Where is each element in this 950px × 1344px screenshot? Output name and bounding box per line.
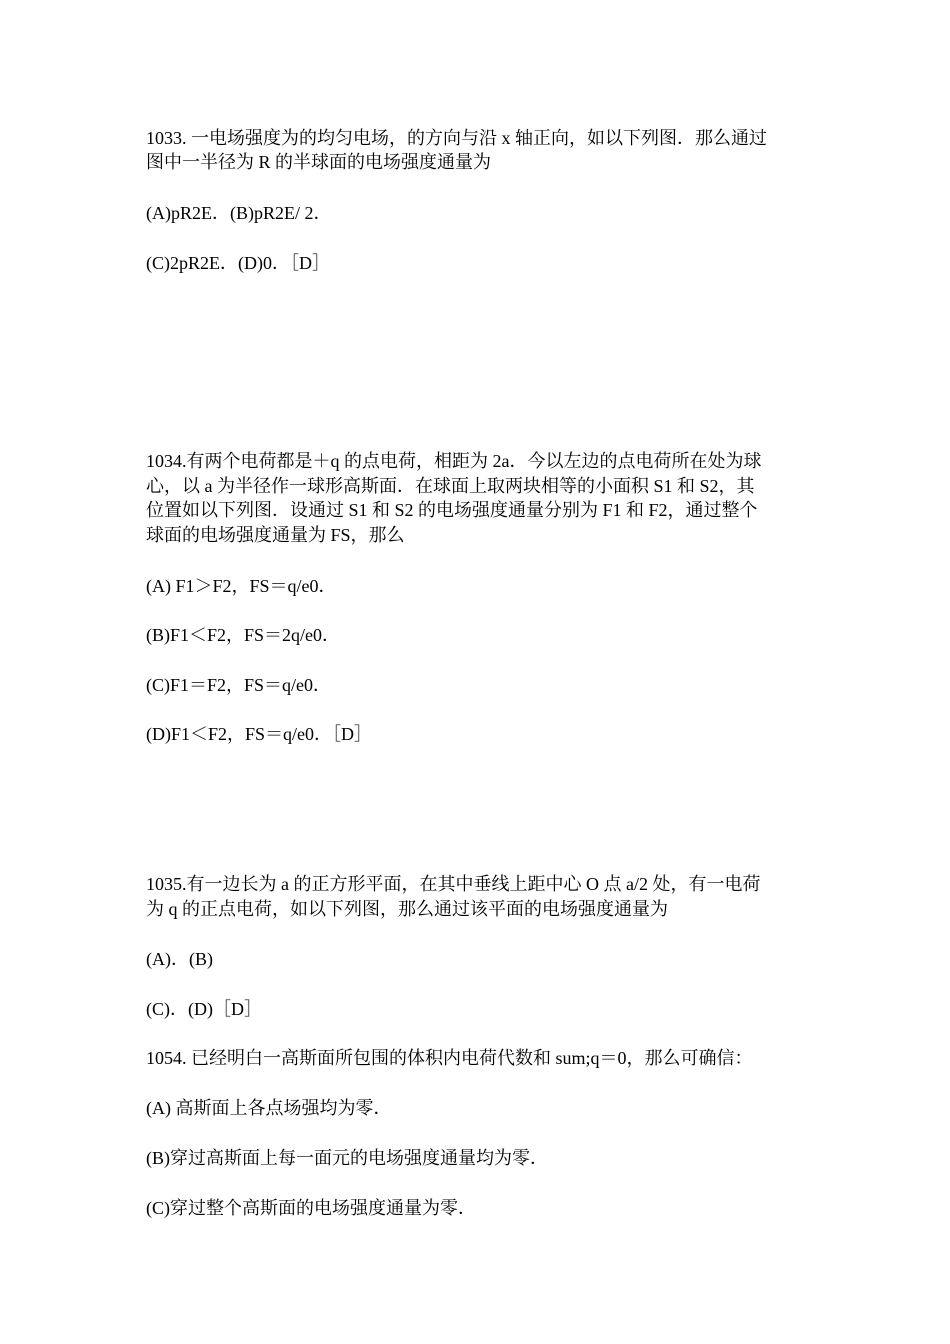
question-1035-stem-line-2: 为 q 的正点电荷，如以下列图，那么通过该平面的电场强度通量为 [146,899,668,919]
question-1035-stem-line-1: 1035.有一边长为 a 的正方形平面，在其中垂线上距中心 O 点 a/2 处，有一电荷 [146,874,761,894]
question-1054-stem-line-1: 1054. 已经明白一高斯面所包围的体积内电荷代数和 sum;q＝0，那么可确信： [146,1048,753,1068]
question-1034-stem-line-4: 球面的电场强度通量为 FS，那么 [146,525,405,545]
question-1034-option-a: (A) F1＞F2，FS＝q/e0． [146,576,337,596]
question-1034-stem-line-1: 1034.有两个电荷都是＋q 的点电荷，相距为 2a．今以左边的点电荷所在处为球 [146,451,762,471]
question-1054-option-c: (C)穿过整个高斯面的电场强度通量为零． [146,1198,476,1218]
question-1033-option-ab: (A)pR2E．(B)pR2E/ 2． [146,203,332,223]
question-1034-option-b: (B)F1＜F2，FS＝2q/e0． [146,625,341,645]
question-1034-option-c: (C)F1＝F2，FS＝q/e0． [146,675,332,695]
question-1054-option-a: (A) 高斯面上各点场强均为零． [146,1098,392,1118]
question-1033-option-cd: (C)2pR2E．(D)0．［D］ [146,253,330,273]
question-1034-stem-line-2: 心，以 a 为半径作一球形高斯面．在球面上取两块相等的小面积 S1 和 S2，其 [146,476,755,496]
question-1035-option-cd: (C)．(D)［D］ [146,999,262,1019]
question-1054-option-b: (B)穿过高斯面上每一面元的电场强度通量均为零． [146,1148,548,1168]
question-1035-option-ab: (A)．(B) [146,949,213,969]
question-1034-option-d: (D)F1＜F2，FS＝q/e0．［D］ [146,724,373,744]
question-1033-stem-line-2: 图中一半径为 R 的半球面的电场强度通量为 [146,152,492,172]
question-1034-stem-line-3: 位置如以下列图．设通过 S1 和 S2 的电场强度通量分别为 F1 和 F2，通过整个 [146,500,758,520]
question-1033-stem-line-1: 1033. 一电场强度为的均匀电场，的方向与沿 x 轴正向，如以下列图．那么通过 [146,128,767,148]
